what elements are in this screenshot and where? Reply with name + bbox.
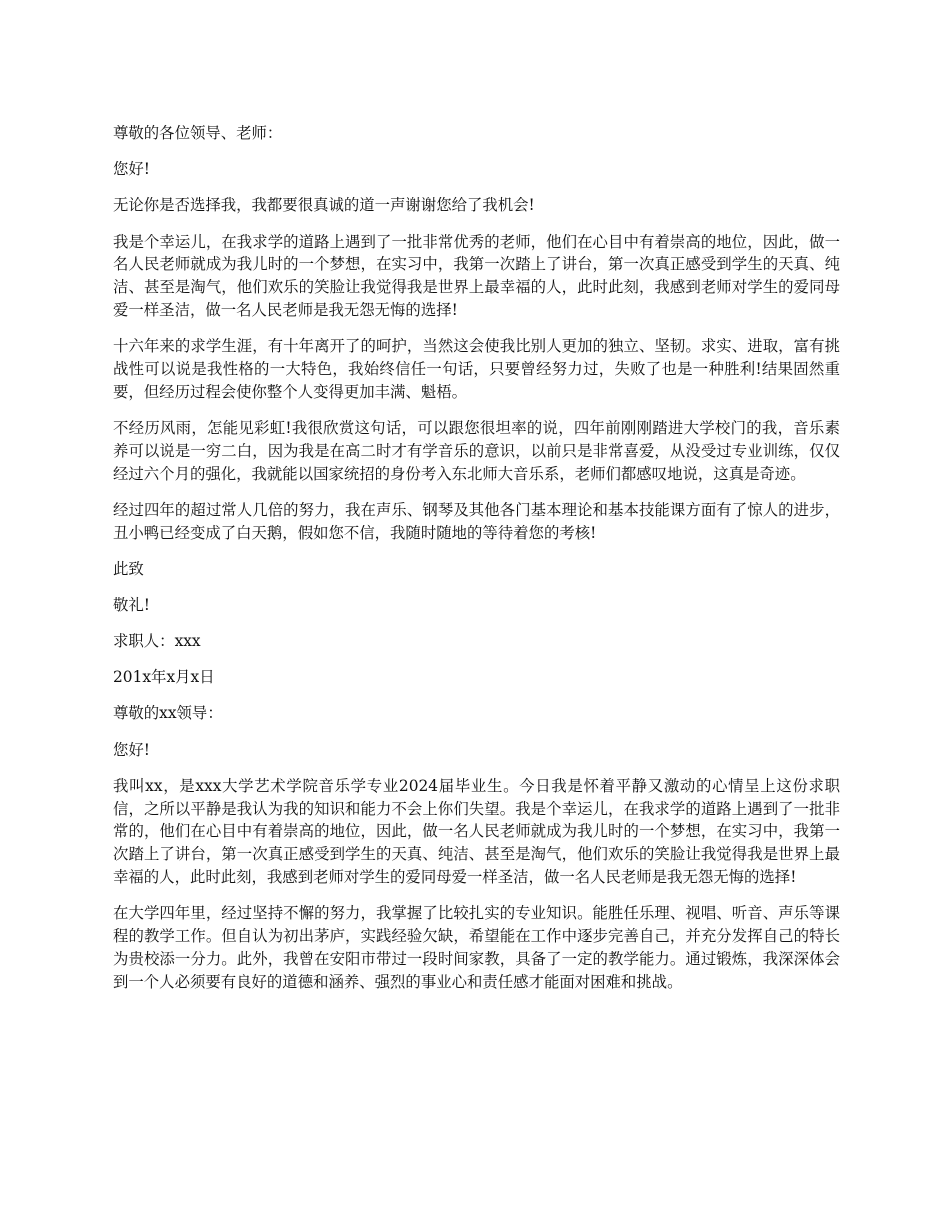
body-paragraph: 经过四年的超过常人几倍的努力，我在声乐、钢琴及其他各门基本理论和基本技能课方面有了惊人的进步，丑小鸭已经变成了白天鹅，假如您不信，我随时随地的等待着您的考核! xyxy=(113,500,840,542)
body-paragraph: 无论你是否选择我，我都要很真诚的道一声谢谢您给了我机会! xyxy=(113,196,535,215)
greeting: 您好! xyxy=(113,740,150,759)
closing-line: 此致 xyxy=(113,559,144,578)
letter-body xyxy=(113,122,840,1007)
greeting: 您好! xyxy=(113,160,150,179)
salutation: 尊敬的xx领导： xyxy=(113,704,223,723)
signature-line: 求职人：xxx xyxy=(113,632,201,651)
closing-regards: 敬礼! xyxy=(113,595,150,614)
body-paragraph: 我叫xx，是xxx大学艺术学院音乐学专业2024届毕业生。今日我是怀着平静又激动的心情呈上这份求职信，之所以平静是我认为我的知识和能力不会上你们失望。我是个幸运儿，在我求学的道路上遇到了一批非常的，他们在心目中有着崇高的地位，因此，做一名人民老师就成为我儿时的一个梦想，在实习中，我第一次踏上了讲台，第一次真正感受到学生的天真、纯洁、甚至是淘气，他们欢乐的笑脸让我觉得我是世界上最幸福的人，此时此刻，我感到老师对学生的爱同母爱一样圣洁，做一名人民老师是我无怨无悔的选择! xyxy=(113,776,840,886)
body-paragraph: 我是个幸运儿，在我求学的道路上遇到了一批非常优秀的老师，他们在心目中有着崇高的地位，因此，做一名人民老师就成为我儿时的一个梦想，在实习中，我第一次踏上了讲台，第一次真正感受到学生的天真、纯洁、甚至是淘气，他们欢乐的笑脸让我觉得我是世界上最幸福的人，此时此刻，我感到老师对学生的爱同母爱一样圣洁，做一名人民老师是我无怨无悔的选择! xyxy=(113,232,840,319)
salutation: 尊敬的各位领导、老师： xyxy=(113,124,283,142)
body-paragraph: 十六年来的求学生涯，有十年离开了的呵护，当然这会使我比别人更加的独立、坚韧。求实、进取，富有挑战性可以说是我性格的一大特色，我始终信任一句话，只要曾经努力过，失败了也是一种胜利!结果固然重要，但经历过程会使你整个人变得更加丰满、魁梧。 xyxy=(113,337,840,401)
body-paragraph: 不经历风雨，怎能见彩虹!我很欣赏这句话，可以跟您很坦率的说，四年前刚刚踏进大学校门的我，音乐素养可以说是一穷二白，因为我是在高二时才有学音乐的意识，以前只是非常喜爱，从没受过专业训练，仅仅经过六个月的强化，我就能以国家统招的身份考入东北师大音乐系，老师们都感叹地说，这真是奇迹。 xyxy=(113,418,840,483)
body-paragraph: 在大学四年里，经过坚持不懈的努力，我掌握了比较扎实的专业知识。能胜任乐理、视唱、听音、声乐等课程的教学工作。但自认为初出茅庐，实践经验欠缺，希望能在工作中逐步完善自己，并充分发挥自己的特长为贵校添一分力。此外，我曾在安阳市带过一段时间家教，具备了一定的教学能力。通过锻炼，我深深体会到一个人必须要有良好的道德和涵养、强烈的事业心和责任感才能面对困难和挑战。 xyxy=(113,904,840,991)
date-line: 201x年x月x日 xyxy=(113,668,215,687)
